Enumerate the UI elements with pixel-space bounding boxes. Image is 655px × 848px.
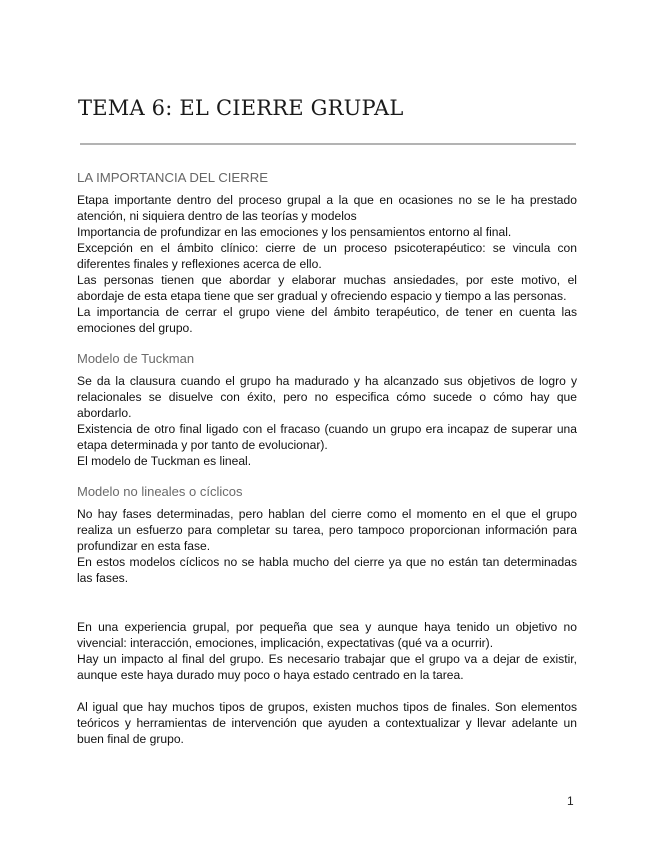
spacer [77, 336, 577, 351]
paragraph: Existencia de otro final ligado con el fracaso (cuando un grupo era incapaz de superar una etapa determinada y por tanto de evolucionar). [77, 422, 577, 452]
paragraph: Importancia de profundizar en las emociones y los pensamientos entorno al final. [77, 225, 512, 239]
paragraph: Hay un impacto al final del grupo. Es necesario trabajar que el grupo va a dejar de existir, aunque este haya durado muy poco o haya estado centrado en la tarea. [77, 652, 577, 682]
paragraph: Al igual que hay muchos tipos de grupos, existen muchos tipos de finales. Son elementos teóricos y herramientas de intervención que ayuden a contextualizar y llevar adelante un buen final de grupo. [77, 700, 577, 746]
spacer [77, 586, 577, 619]
section-importancia-cierre [77, 170, 577, 336]
paragraph: La importancia de cerrar el grupo viene del ámbito terapéutico, de tener en cuenta las emociones del grupo. [77, 305, 577, 335]
paragraph: Las personas tienen que abordar y elaborar muchas ansiedades, por este motivo, el abordaje de esta etapa tiene que ser gradual y ofreciendo espacio y tiempo a las personas. [77, 273, 577, 303]
paragraph: El modelo de Tuckman es lineal. [77, 454, 252, 468]
closing-block-experiencia [77, 619, 577, 683]
title-divider [80, 143, 576, 145]
document-title: TEMA 6: EL CIERRE GRUPAL [78, 96, 404, 120]
spacer [77, 683, 577, 699]
section-modelo-tuckman [77, 351, 577, 469]
closing-block-tipos-finales [77, 699, 577, 747]
section-heading: Modelo de Tuckman [77, 351, 195, 366]
page-number: 1 [567, 794, 574, 808]
paragraph: En estos modelos cíclicos no se habla mucho del cierre ya que no están tan determinadas las fases. [77, 555, 577, 585]
spacer [77, 469, 577, 484]
section-heading: Modelo no lineales o cíclicos [77, 484, 243, 499]
paragraph: Excepción en el ámbito clínico: cierre de un proceso psicoterapéutico: se vincula con diferentes finales y reflexiones acerca de ello. [77, 241, 577, 271]
section-heading: LA IMPORTANCIA DEL CIERRE [77, 170, 269, 185]
document-body [77, 170, 577, 747]
paragraph: No hay fases determinadas, pero hablan del cierre como el momento en el que el grupo realiza un esfuerzo para completar su tarea, pero tampoco proporcionan información para profundizar en esta fase. [77, 507, 577, 553]
paragraph: Etapa importante dentro del proceso grupal a la que en ocasiones no se le ha prestado atención, ni siquiera dentro de las teorías y modelos [77, 193, 577, 223]
section-modelos-ciclicos [77, 484, 577, 586]
paragraph: Se da la clausura cuando el grupo ha madurado y ha alcanzado sus objetivos de logro y relacionales se disuelve con éxito, pero no especifica cómo sucede o cómo hay que abordarlo. [77, 374, 577, 420]
paragraph: En una experiencia grupal, por pequeña que sea y aunque haya tenido un objetivo no vivencial: interacción, emociones, implicación, expectativas (qué va a ocurrir). [77, 620, 577, 650]
